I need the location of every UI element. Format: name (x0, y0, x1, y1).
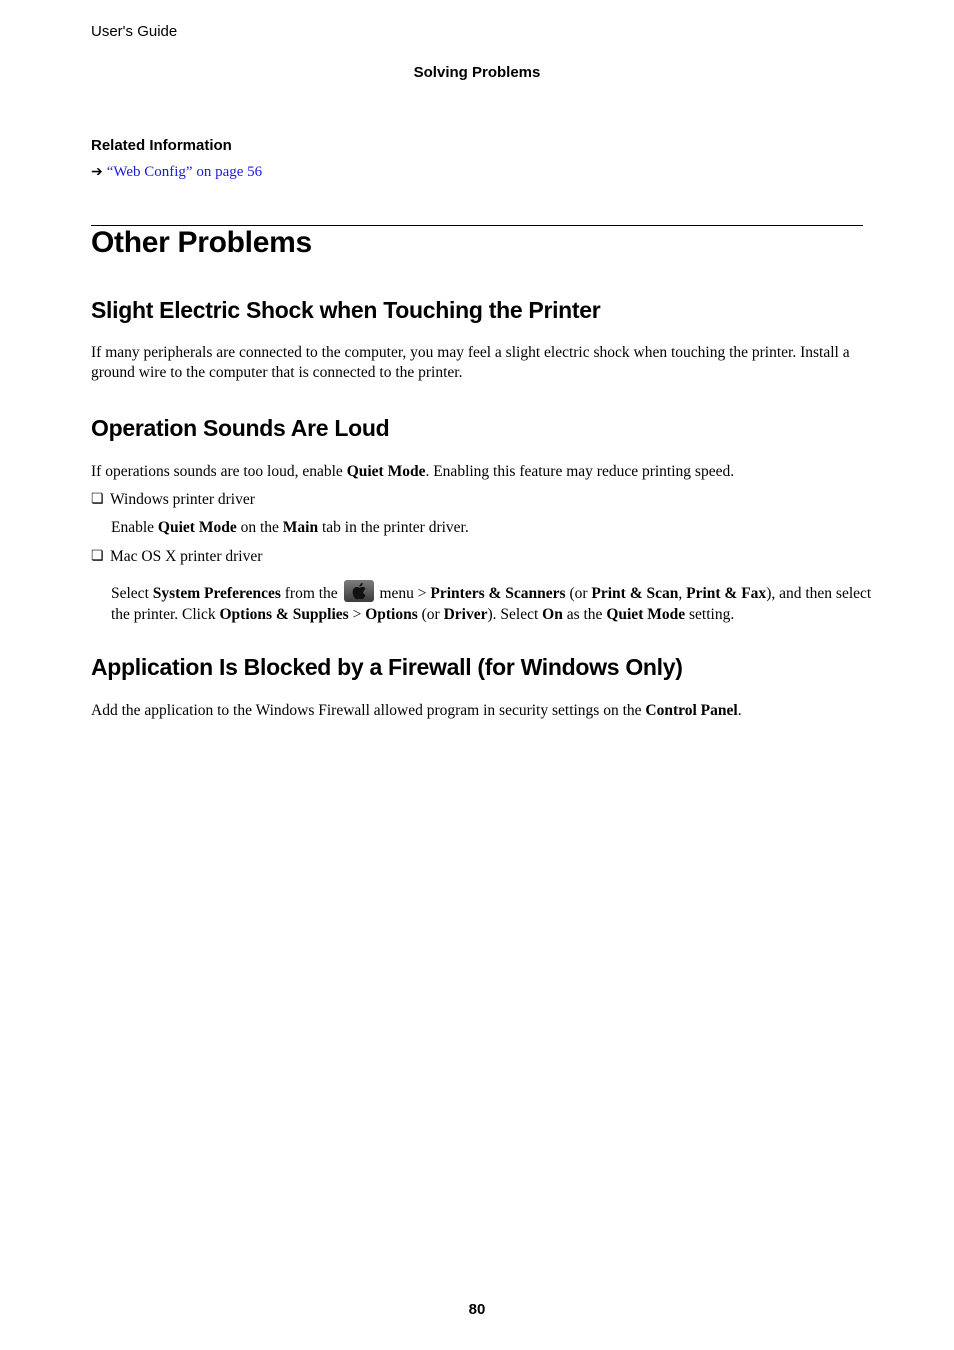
mac-instructions (111, 580, 881, 625)
apple-menu-icon (344, 580, 374, 602)
text: tab in the printer driver. (318, 519, 469, 536)
bold-term: System Preferences (152, 585, 281, 602)
bold-term: Control Panel (645, 702, 738, 719)
page-title: Other Problems (91, 226, 312, 259)
text: setting. (685, 606, 735, 623)
bold-term: Printers & Scanners (430, 585, 566, 602)
shock-body: If many peripherals are connected to the computer, you may feel a slight electric shock when touching the printer. Install a ground wire to the computer that is connected to the printer. (91, 344, 850, 381)
list-item-label: Mac OS X printer driver (110, 548, 263, 565)
text: on the (236, 519, 283, 536)
text: > (348, 606, 366, 623)
bold-term: Main (282, 519, 319, 536)
firewall-body (91, 701, 881, 721)
shock-heading: Slight Electric Shock when Touching the Printer (91, 297, 601, 323)
text: ). Select (487, 606, 543, 623)
list-item-mac (91, 548, 262, 566)
text: , (678, 585, 687, 602)
intro-text: . Enabling this feature may reduce printing speed. (425, 463, 735, 480)
running-header: User's Guide (91, 23, 178, 40)
text: . (737, 702, 742, 719)
checkbox-bullet-icon: ❏ (91, 549, 104, 564)
related-information-heading: Related Information (91, 137, 232, 154)
text: Enable (111, 519, 158, 536)
related-link-row (91, 164, 262, 181)
intro-bold: Quiet Mode (346, 463, 426, 480)
bold-term: Options & Supplies (219, 606, 349, 623)
text: Select (111, 585, 153, 602)
text: (or (565, 585, 592, 602)
windows-instructions (111, 517, 881, 538)
bold-term: Driver (443, 606, 488, 623)
bold-term: Options (365, 606, 418, 623)
bold-term: On (542, 606, 563, 623)
firewall-heading: Application Is Blocked by a Firewall (for Windows Only) (91, 654, 683, 680)
sounds-intro (91, 462, 881, 482)
text: as the (562, 606, 607, 623)
web-config-link[interactable]: “Web Config” on page 56 (106, 164, 263, 180)
list-item-label: Windows printer driver (110, 491, 255, 508)
text: from the (280, 585, 342, 602)
text: (or (417, 606, 444, 623)
text: ), and then select the printer. Click (111, 585, 872, 623)
page-number: 80 (468, 1301, 486, 1318)
bold-term: Quiet Mode (606, 606, 686, 623)
bold-term: Print & Scan (591, 585, 679, 602)
bold-term: Print & Fax (686, 585, 767, 602)
bold-term: Quiet Mode (157, 519, 237, 536)
text: Add the application to the Windows Firewall allowed program in security settings on the (91, 702, 646, 719)
chapter-title: Solving Problems (413, 64, 541, 81)
text: menu > (375, 585, 431, 602)
arrow-right-icon: ➔ (91, 165, 103, 180)
sounds-heading: Operation Sounds Are Loud (91, 415, 390, 441)
intro-text: If operations sounds are too loud, enable (91, 463, 347, 480)
checkbox-bullet-icon: ❏ (91, 492, 104, 507)
list-item-windows (91, 491, 255, 509)
